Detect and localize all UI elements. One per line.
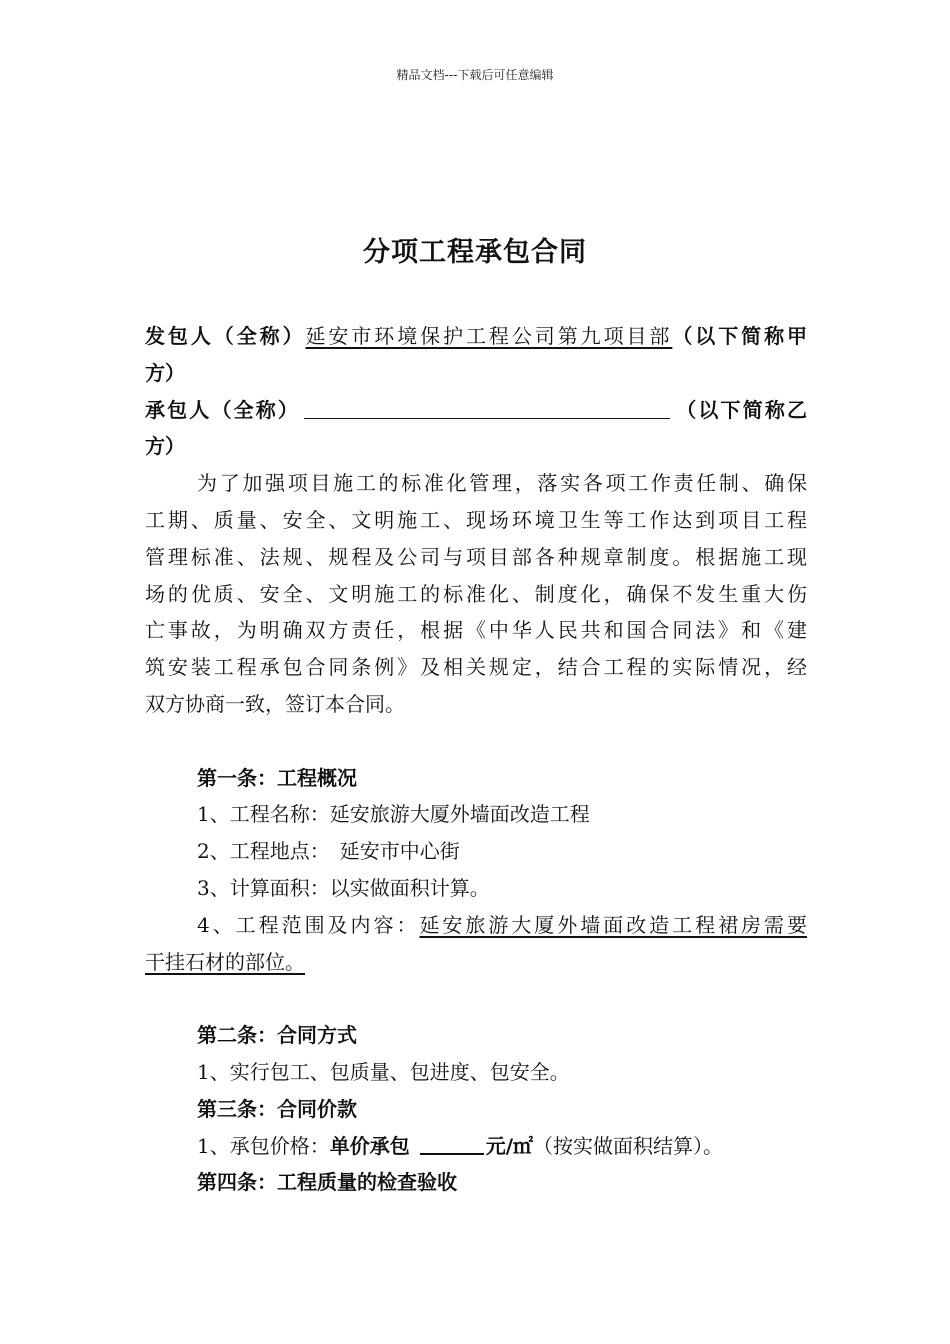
employer-suffix-end: 方） <box>145 360 185 385</box>
unit-price-blank <box>420 1131 484 1155</box>
article-1-item-4 <box>145 907 807 944</box>
page-header-note: 精品文档---下载后可任意编辑 <box>396 68 554 82</box>
intro-line-1: 为了加强项目施工的标准化管理，落实各项工作责任制、确保 <box>197 471 807 496</box>
article-1-item-4-label: 4、工程范围及内容： <box>197 912 420 937</box>
article-2-item-1: 1、实行包工、包质量、包进度、包安全。 <box>197 1059 570 1084</box>
intro-line-3: 管理标准、法规、规程及公司与项目部各种规章制度。根据施工现 <box>145 544 807 569</box>
article-1-item-4-value: 延安旅游大厦外墙面改造工程裙房需要 <box>419 912 808 937</box>
article-3-heading: 第三条：合同价款 <box>197 1096 357 1121</box>
article-1-heading: 第一条：工程概况 <box>197 765 357 790</box>
employer-label: 发包人（全称） <box>145 324 306 348</box>
contractor-label: 承包人（全称） <box>145 397 301 422</box>
employer-line <box>145 318 807 355</box>
article-1-item-4-value-cont: 干挂石材的部位。 <box>145 949 305 974</box>
intro-line-4: 场的优质、安全、文明施工的标准化、制度化，确保不发生重大伤 <box>145 581 807 606</box>
intro-line-6: 筑安装工程承包合同条例》及相关规定，结合工程的实际情况，经 <box>145 655 807 680</box>
unit-price-unit: 元/㎡ <box>485 1133 534 1158</box>
intro-line-2: 工期、质量、安全、文明施工、现场环境卫生等工作达到项目工程 <box>145 507 807 532</box>
unit-price-note: （按实做面积结算）。 <box>533 1133 724 1158</box>
article-2-heading: 第二条：合同方式 <box>197 1023 357 1048</box>
employer-suffix: （以下简称甲 <box>672 324 808 348</box>
article-3-item-1-label: 1、承包价格： <box>197 1133 330 1158</box>
article-4-heading: 第四条：工程质量的检查验收 <box>197 1170 457 1195</box>
intro-line-7: 双方协商一致，签订本合同。 <box>145 691 405 716</box>
contract-body <box>145 318 807 1201</box>
contractor-name-blank <box>304 396 670 419</box>
contractor-suffix-end: 方） <box>145 434 185 459</box>
unit-price-label: 单价承包 <box>329 1133 410 1158</box>
contractor-line <box>145 392 807 429</box>
document-title: 分项工程承包合同 <box>363 237 587 268</box>
article-1-item-4-cont <box>145 944 807 981</box>
article-1-item-2: 2、工程地点： 延安市中心街 <box>197 839 460 864</box>
article-3-item-1 <box>145 1128 807 1165</box>
contractor-suffix: （以下简称乙 <box>674 397 808 422</box>
spacer <box>145 980 807 1017</box>
employer-name: 延安市环境保护工程公司第九项目部 <box>305 324 673 348</box>
intro-line-5: 亡事故，为明确双方责任，根据《中华人民共和国合同法》和《建 <box>145 618 807 643</box>
article-1-item-1: 1、工程名称：延安旅游大厦外墙面改造工程 <box>197 802 590 827</box>
spacer <box>145 723 807 760</box>
article-1-item-3: 3、计算面积：以实做面积计算。 <box>197 875 490 900</box>
